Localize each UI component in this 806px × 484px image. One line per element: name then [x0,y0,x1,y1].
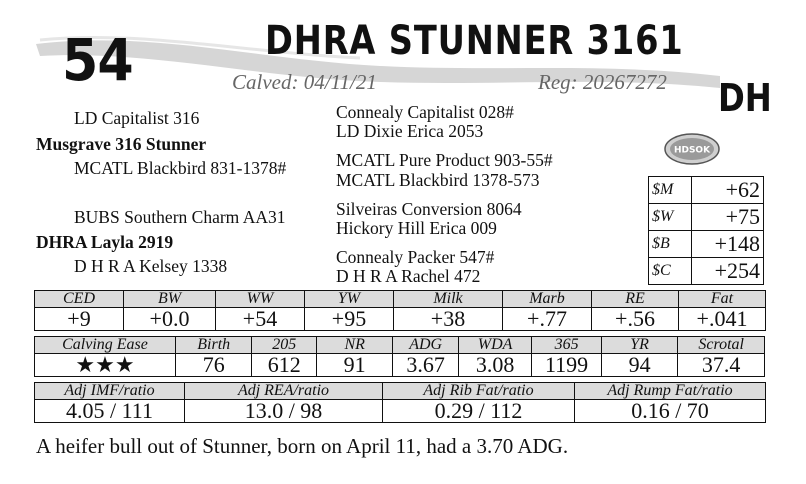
index-value: +254 [692,258,764,285]
pedigree-sire-dam-sire: MCATL Pure Product 903-55# [336,150,553,170]
ultrasound-header-rea: Adj REA/ratio [185,383,383,400]
pedigree-dam-sire: BUBS Southern Charm AA31 [74,207,286,227]
pedigree-dam-dam-dam: D H R A Rachel 472 [336,266,481,286]
performance-header-row [35,337,765,354]
performance-table [34,336,765,377]
hdsok-logo-text: HDSOK [673,145,711,156]
perf-header-birth: Birth [175,337,252,354]
index-label: $M [649,177,692,204]
ultrasound-header-imf: Adj IMF/ratio [35,383,185,400]
epd-header-ced: CED [35,291,124,308]
pedigree-sire-dam-dam: MCATL Blackbird 1378-573 [336,170,540,190]
pedigree-sire-sire: LD Capitalist 316 [74,108,200,128]
epd-value-yw: +95 [305,308,394,331]
perf-header-205: 205 [252,337,316,354]
perf-value-yr: 94 [601,354,678,377]
perf-header-adg: ADG [393,337,458,354]
epd-table [34,290,766,331]
ultrasound-value-imf: 4.05 / 111 [35,400,185,423]
registration-number: Reg: 20267272 [538,70,667,94]
ultrasound-value-rea: 13.0 / 98 [185,400,383,423]
lot-number: 54 [62,26,133,94]
perf-value-wda: 3.08 [458,354,532,377]
pedigree-dam-sire-sire: Silveiras Conversion 8064 [336,199,522,219]
lot-footnote: A heifer bull out of Stunner, born on April 11, had a 3.70 ADG. [36,434,569,458]
epd-value-ww: +54 [216,308,305,331]
epd-header-yw: YW [305,291,394,308]
index-label: $W [649,204,692,231]
perf-header-yr: YR [601,337,678,354]
perf-header-scrotal: Scrotal [678,337,765,354]
ultrasound-value-rump-fat: 0.16 / 70 [575,400,766,423]
epd-header-marb: Marb [503,291,592,308]
calved-date: Calved: 04/11/21 [232,70,377,94]
index-row [649,231,764,258]
epd-header-milk: Milk [394,291,503,308]
perf-value-365: 1199 [532,354,601,377]
ultrasound-header-rib-fat: Adj Rib Fat/ratio [383,383,575,400]
epd-value-ced: +9 [35,308,124,331]
performance-value-row [35,354,765,377]
tattoo-code: DH [718,76,772,120]
index-label: $B [649,231,692,258]
perf-header-nr: NR [316,337,393,354]
index-value: +148 [692,231,764,258]
epd-value-fat: +.041 [679,308,766,331]
epd-header-ww: WW [216,291,305,308]
index-row [649,258,764,285]
ultrasound-value-rib-fat: 0.29 / 112 [383,400,575,423]
hdsok-logo [664,132,720,166]
epd-value-bw: +0.0 [124,308,216,331]
pedigree-dam-sire-dam: Hickory Hill Erica 009 [336,218,497,238]
pedigree-dam-dam-sire: Connealy Packer 547# [336,247,495,267]
index-row [649,204,764,231]
index-label: $C [649,258,692,285]
perf-value-scrotal: 37.4 [678,354,765,377]
index-row [649,177,764,204]
ultrasound-value-row [35,400,766,423]
index-value: +75 [692,204,764,231]
epd-header-row [35,291,766,308]
pedigree-dam-dam: D H R A Kelsey 1338 [74,256,228,276]
dollar-index-table [648,176,764,285]
calving-ease-stars: ★★★ [35,354,176,377]
pedigree-sire-sire-dam: LD Dixie Erica 2053 [336,121,484,141]
ultrasound-table [34,382,766,423]
pedigree-sire-sire-sire: Connealy Capitalist 028# [336,102,514,122]
perf-value-adg: 3.67 [393,354,458,377]
epd-header-fat: Fat [679,291,766,308]
epd-value-row [35,308,766,331]
epd-header-bw: BW [124,291,216,308]
perf-value-205: 612 [252,354,316,377]
epd-value-marb: +.77 [503,308,592,331]
calving-ease-header: Calving Ease [35,337,176,354]
epd-header-re: RE [592,291,679,308]
ultrasound-header-row [35,383,766,400]
perf-header-365: 365 [532,337,601,354]
pedigree-sire: Musgrave 316 Stunner [36,134,207,154]
pedigree-sire-dam: MCATL Blackbird 831-1378# [74,158,287,178]
perf-value-nr: 91 [316,354,393,377]
bull-name: DHRA STUNNER 3161 [265,18,684,64]
perf-value-birth: 76 [175,354,252,377]
perf-header-wda: WDA [458,337,532,354]
pedigree-dam: DHRA Layla 2919 [36,232,174,252]
ultrasound-header-rump-fat: Adj Rump Fat/ratio [575,383,766,400]
epd-value-re: +.56 [592,308,679,331]
epd-value-milk: +38 [394,308,503,331]
index-value: +62 [692,177,764,204]
